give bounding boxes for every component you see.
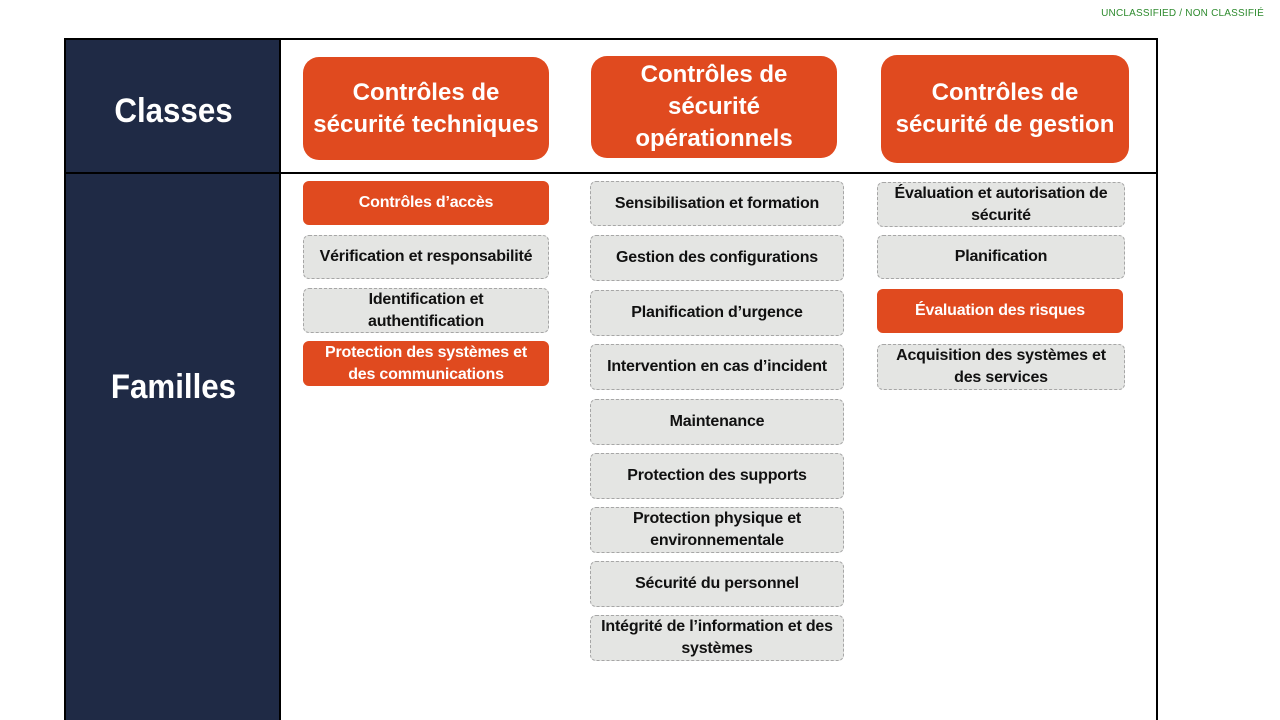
family-0-3: Protection des systèmes et des communications xyxy=(303,341,549,386)
family-1-6: Protection physique et environnementale xyxy=(590,507,844,553)
family-0-2: Identification et authentification xyxy=(303,288,549,333)
family-1-8: Intégrité de l’information et des systèmes xyxy=(590,615,844,661)
family-1-1: Gestion des configurations xyxy=(590,235,844,281)
family-2-2: Évaluation des risques xyxy=(877,289,1123,333)
family-1-2: Planification d’urgence xyxy=(590,290,844,336)
family-0-0: Contrôles d’accès xyxy=(303,181,549,225)
classes-row-label: Classes xyxy=(114,92,233,130)
class-management: Contrôles de sécurité de gestion xyxy=(881,55,1129,163)
row-divider xyxy=(66,172,1156,174)
class-operational: Contrôles de sécurité opérationnels xyxy=(591,56,837,158)
row-header-column xyxy=(66,40,281,720)
family-2-1: Planification xyxy=(877,235,1125,279)
family-1-7: Sécurité du personnel xyxy=(590,561,844,607)
family-1-3: Intervention en cas d’incident xyxy=(590,344,844,390)
family-1-4: Maintenance xyxy=(590,399,844,445)
class-technical: Contrôles de sécurité techniques xyxy=(303,57,549,160)
family-0-1: Vérification et responsabilité xyxy=(303,235,549,279)
family-1-5: Protection des supports xyxy=(590,453,844,499)
family-1-0: Sensibilisation et formation xyxy=(590,181,844,226)
familles-row-label: Familles xyxy=(110,368,237,406)
family-2-0: Évaluation et autorisation de sécurité xyxy=(877,182,1125,227)
classification-marking: UNCLASSIFIED / NON CLASSIFIÉ xyxy=(1101,8,1264,19)
family-2-3: Acquisition des systèmes et des services xyxy=(877,344,1125,390)
